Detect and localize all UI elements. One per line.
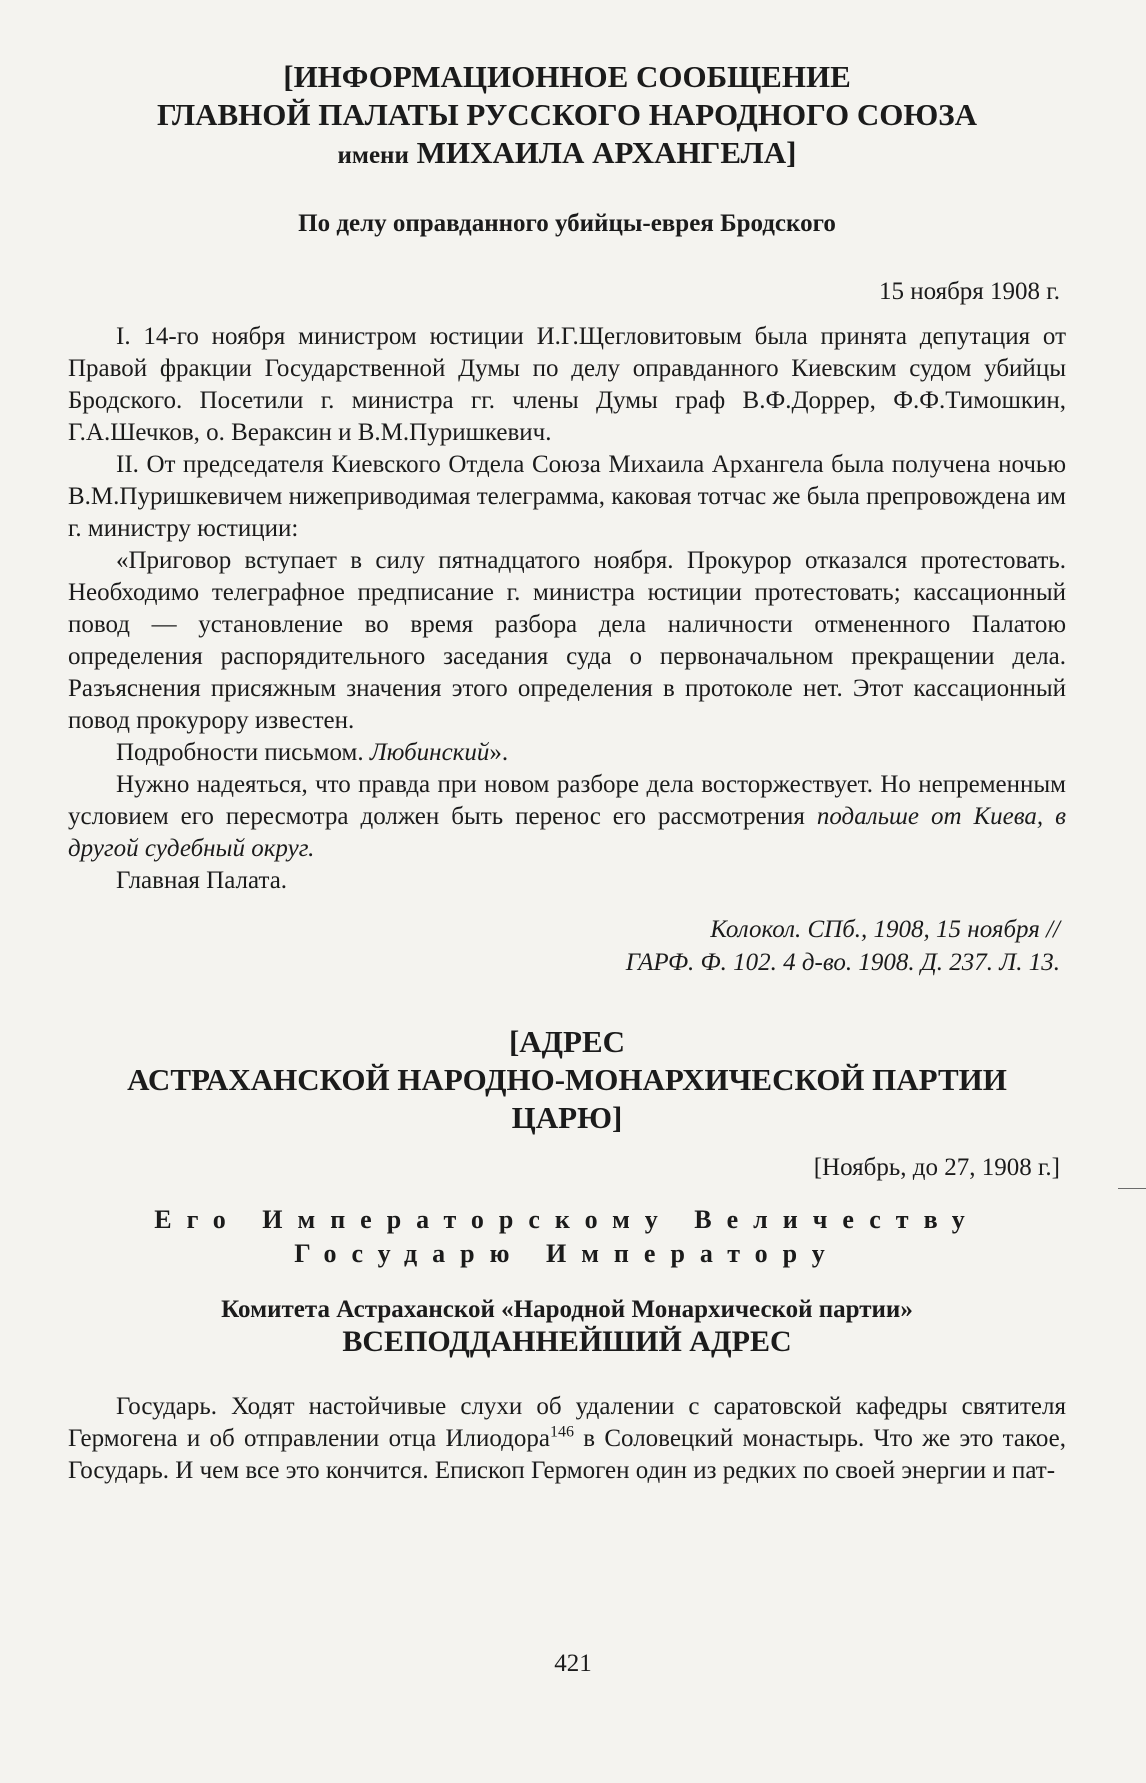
doc1-date: 15 ноября 1908 г. <box>878 278 1060 305</box>
doc1-signature-lubinsky: Любинский <box>369 739 490 766</box>
doc2-committee: Комитета Астраханской «Народной Монархической партии» <box>221 1296 913 1323</box>
page-number: 421 <box>554 1650 592 1677</box>
doc2-addressee-line1: Его Императорскому Величеству <box>154 1205 980 1234</box>
footnote-ref-146: 146 <box>549 1423 574 1441</box>
doc2-paragraph-1 <box>68 1391 1066 1487</box>
doc1-paragraph-2: II. От председателя Киевского Отдела Союза Михаила Архангела была получена ночью В.М.Пуришкевичем нижеприводимая телеграмма, каковая тотчас же была препровождена им г. министру юстиции: <box>68 451 1066 542</box>
doc2-title-line1: [АДРЕС <box>508 1024 626 1059</box>
doc1-paragraph-4-end: ». <box>489 739 509 766</box>
doc1-paragraph-5 <box>68 769 1066 865</box>
doc2-date: [Ноябрь, до 27, 1908 г.] <box>813 1154 1060 1181</box>
margin-mark <box>1118 1188 1146 1189</box>
doc1-paragraph-4 <box>68 737 1066 769</box>
doc1-title-line2: ГЛАВНОЙ ПАЛАТЫ РУССКОГО НАРОДНОГО СОЮЗА <box>156 97 978 132</box>
doc2-address-title: ВСЕПОДДАННЕЙШИЙ АДРЕС <box>342 1325 792 1358</box>
doc1-paragraph-6: Главная Палата. <box>116 867 288 894</box>
doc1-paragraph-3: «Приговор вступает в силу пятнадцатого ноября. Прокурор отказался протестовать. Необходимо телеграфное предписание г. министра юстиции протестовать; кассационный повод — установление во время разбора дела наличности отмененного Палатою определения распорядительного заседания суда о первоначальном прекращении дела. Разъяснения присяжным значения этого определения в протоколе нет. Этот кассационный повод прокурору известен. <box>68 547 1066 734</box>
doc1-paragraph-5-text: Нужно надеяться, что правда при новом разборе дела восторжествует. Но непременным условием его пересмотра должен быть перенос его рассмотрения <box>68 771 1066 830</box>
doc2-paragraph-1-end: в Соловецкий монастырь. Что же это такое, Государь. И чем все это кончится. Епископ Гермоген один из редких по своей энергии и пат- <box>68 1425 1066 1484</box>
doc2-title-line2: АСТРАХАНСКОЙ НАРОДНО-МОНАРХИЧЕСКОЙ ПАРТИИ <box>127 1062 1007 1097</box>
doc2-title-line3: ЦАРЮ] <box>511 1100 623 1135</box>
doc1-subtitle: По делу оправданного убийцы-еврея Бродского <box>298 210 836 237</box>
doc1-title-line3-main: МИХАИЛА АРХАНГЕЛА] <box>416 135 797 170</box>
doc1-source-line2: ГАРФ. Ф. 102. 4 д-во. 1908. Д. 237. Л. 13. <box>625 949 1060 976</box>
doc2-title <box>68 1023 1066 1137</box>
doc1-paragraph-1: I. 14-го ноября министром юстиции И.Г.Щегловитовым была принята депутация от Правой фракции Государственной Думы по делу оправданного Киевским судом убийцы Бродского. Посетили г. министра гг. члены Думы граф В.Ф.Доррер, Ф.Ф.Тимошкин, Г.А.Шечков, о. Вераксин и В.М.Пуришкевич. <box>68 323 1066 446</box>
doc2-addressee-line2: Государю Императору <box>294 1239 840 1268</box>
doc2-paragraph-1-text: Государь. Ходят настойчивые слухи об удалении с саратовской кафедры святителя Гермогена и об отправлении отца Илиодора <box>68 1393 1066 1452</box>
doc1-title-line3-small: имени <box>337 142 409 169</box>
doc1-paragraph-5-italic: подальше от Киева, в другой судебный округ. <box>68 803 1066 862</box>
doc1-source-line1: Колокол. СПб., 1908, 15 ноября // <box>710 916 1060 943</box>
doc1-source <box>68 913 1060 979</box>
doc1-paragraph-4-text: Подробности письмом. <box>116 739 364 766</box>
doc1-title <box>68 58 1066 175</box>
page-content <box>68 58 1066 1487</box>
doc1-title-line1: [ИНФОРМАЦИОННОЕ СООБЩЕНИЕ <box>283 59 851 94</box>
